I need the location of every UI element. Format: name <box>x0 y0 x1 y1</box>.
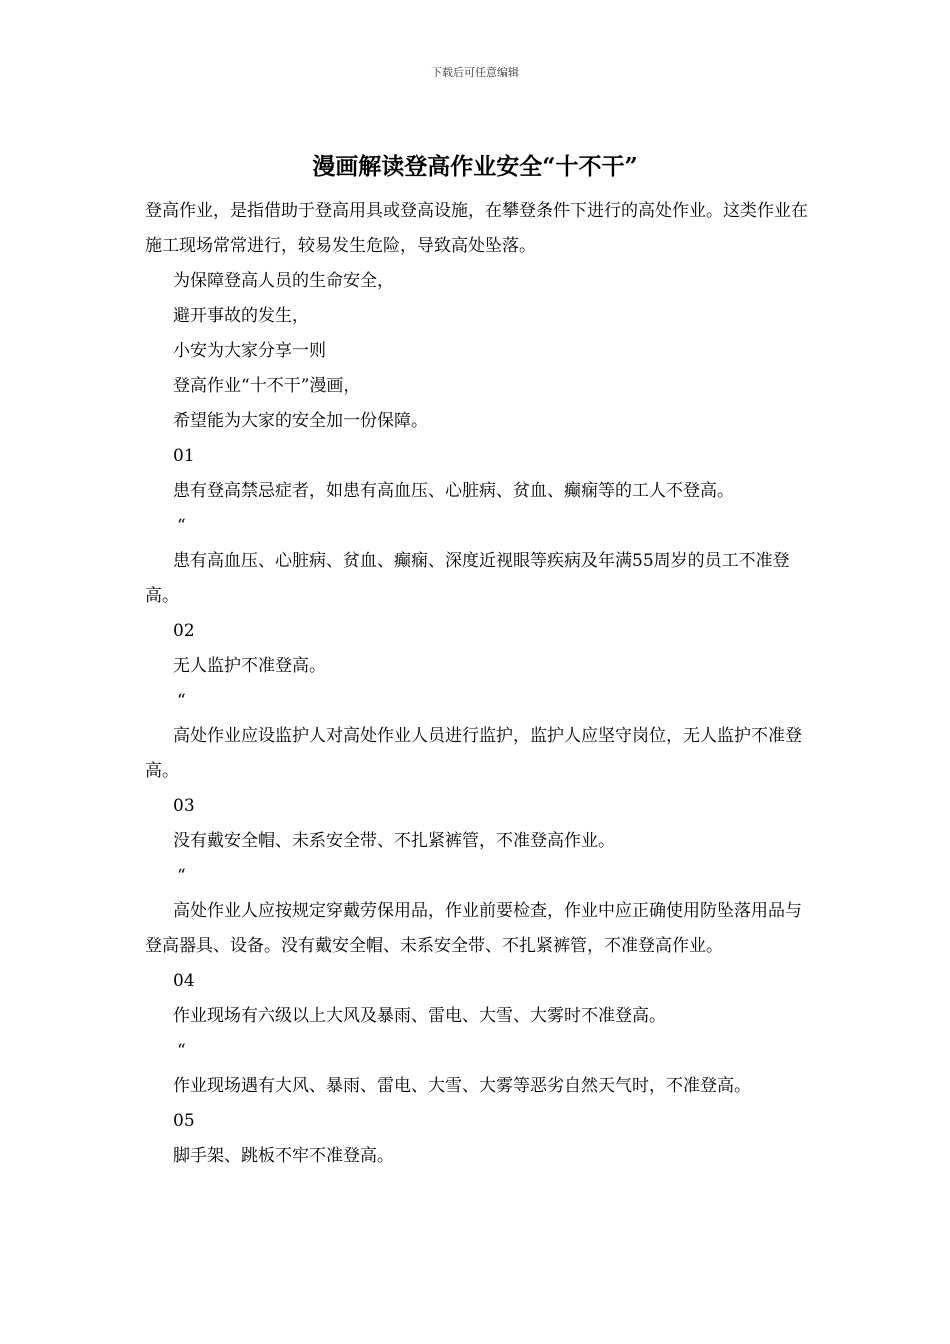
header-note: 下载后可任意编辑 <box>431 66 519 79</box>
intro-line: 小安为大家分享一则 <box>173 341 326 361</box>
document-title: 漫画解读登高作业安全“十不干” <box>312 153 638 180</box>
section-number: 02 <box>173 621 195 641</box>
section-number: 03 <box>173 796 195 816</box>
section-number: 04 <box>173 971 195 991</box>
section-rule: 脚手架、跳板不牢不准登高。 <box>173 1146 394 1166</box>
quote-mark: “ <box>177 691 186 711</box>
section-explanation: 作业现场遇有大风、暴雨、雷电、大雪、大雾等恶劣自然天气时，不准登高。 <box>173 1076 751 1096</box>
intro-line: 登高作业“十不干”漫画， <box>173 376 361 396</box>
section-rule: 患有登高禁忌症者，如患有高血压、心脏病、贫血、癫痫等的工人不登高。 <box>173 481 734 501</box>
intro-paragraph: 登高作业，是指借助于登高用具或登高设施，在攀登条件下进行的高处作业。这类作业在施工现场常常进行，较易发生危险，导致高处坠落。 <box>145 201 808 256</box>
section-number: 01 <box>173 446 195 466</box>
intro-line: 为保障登高人员的生命安全， <box>173 271 394 291</box>
section-number: 05 <box>173 1111 195 1131</box>
intro-line: 希望能为大家的安全加一份保障。 <box>173 411 428 431</box>
quote-mark: “ <box>177 1041 186 1061</box>
section-rule: 无人监护不准登高。 <box>173 656 326 676</box>
section-explanation: 患有高血压、心脏病、贫血、癫痫、深度近视眼等疾病及年满55周岁的员工不准登高。 <box>145 551 790 606</box>
section-rule: 没有戴安全帽、未系安全带、不扎紧裤管，不准登高作业。 <box>173 831 615 851</box>
section-explanation: 高处作业人应按规定穿戴劳保用品，作业前要检查，作业中应正确使用防坠落用品与登高器具、设备。没有戴安全帽、未系安全带、不扎紧裤管，不准登高作业。 <box>145 901 802 956</box>
intro-line: 避开事故的发生， <box>173 306 309 326</box>
section-rule: 作业现场有六级以上大风及暴雨、雷电、大雪、大雾时不准登高。 <box>173 1006 666 1026</box>
section-explanation: 高处作业应设监护人对高处作业人员进行监护，监护人应坚守岗位，无人监护不准登高。 <box>145 726 802 781</box>
document-body <box>145 194 817 1174</box>
quote-mark: “ <box>177 516 186 536</box>
quote-mark: “ <box>177 866 186 886</box>
